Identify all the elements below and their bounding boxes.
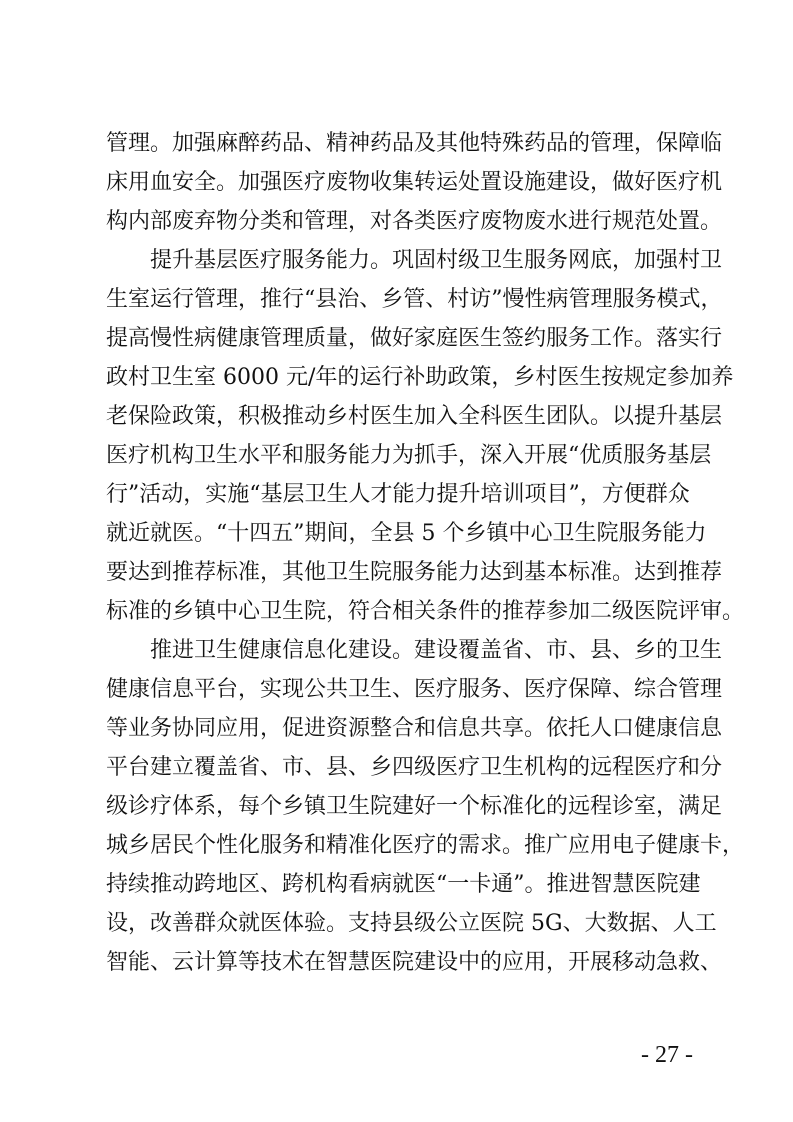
text-line: 级诊疗体系，每个乡镇卫生院建好一个标准化的远程诊室，满足 [106,794,723,819]
text-line: 持续推动跨地区、跨机构看病就医“一卡通”。推进智慧医院建 [106,872,701,897]
text-line: 医疗机构卫生水平和服务能力为抓手，深入开展“优质服务基层 [106,443,712,468]
text-line: 健康信息平台，实现公共卫生、医疗服务、医疗保障、综合管理 [106,677,723,702]
text-line: 智能、云计算等技术在智慧医院建设中的应用，开展移动急救、 [106,950,723,975]
text-line: 要达到推荐标准，其他卫生院服务能力达到基本标准。达到推荐 [106,560,723,585]
text-line: 提高慢性病健康管理质量，做好家庭医生签约服务工作。落实行 [106,326,723,351]
text-line: 就近就医。“十四五”期间，全县 5 个乡镇中心卫生院服务能力 [106,521,707,546]
text-line: 老保险政策，积极推动乡村医生加入全科医生团队。以提升基层 [106,404,723,429]
text-line: 设，改善群众就医体验。支持县级公立医院 5G、大数据、人工 [106,911,717,936]
paragraph-start-line: 推进卫生健康信息化建设。建设覆盖省、市、县、乡的卫生 [150,638,723,663]
text-line: 等业务协同应用，促进资源整合和信息共享。依托人口健康信息 [106,716,723,741]
text-line: 标准的乡镇中心卫生院，符合相关条件的推荐参加二级医院评审。 [106,599,745,624]
page-number: - 27 - [641,1042,693,1068]
text-line: 政村卫生室 6000 元/年的运行补助政策，乡村医生按规定参加养 [106,365,734,390]
paragraph-start-line: 提升基层医疗服务能力。巩固村级卫生服务网底，加强村卫 [150,248,723,273]
text-line: 床用血安全。加强医疗废物收集转运处置设施建设，做好医疗机 [106,170,723,195]
text-line: 管理。加强麻醉药品、精神药品及其他特殊药品的管理，保障临 [106,131,723,156]
text-line: 城乡居民个性化服务和精准化医疗的需求。推广应用电子健康卡， [106,833,745,858]
text-line: 生室运行管理，推行“县治、乡管、村访”慢性病管理服务模式， [106,287,723,312]
text-line: 平台建立覆盖省、市、县、乡四级医疗卫生机构的远程医疗和分 [106,755,723,780]
text-line: 行”活动，实施“基层卫生人才能力提升培训项目”，方便群众 [106,482,690,507]
body-text [106,124,745,982]
text-line: 构内部废弃物分类和管理，对各类医疗废物废水进行规范处置。 [106,209,723,234]
